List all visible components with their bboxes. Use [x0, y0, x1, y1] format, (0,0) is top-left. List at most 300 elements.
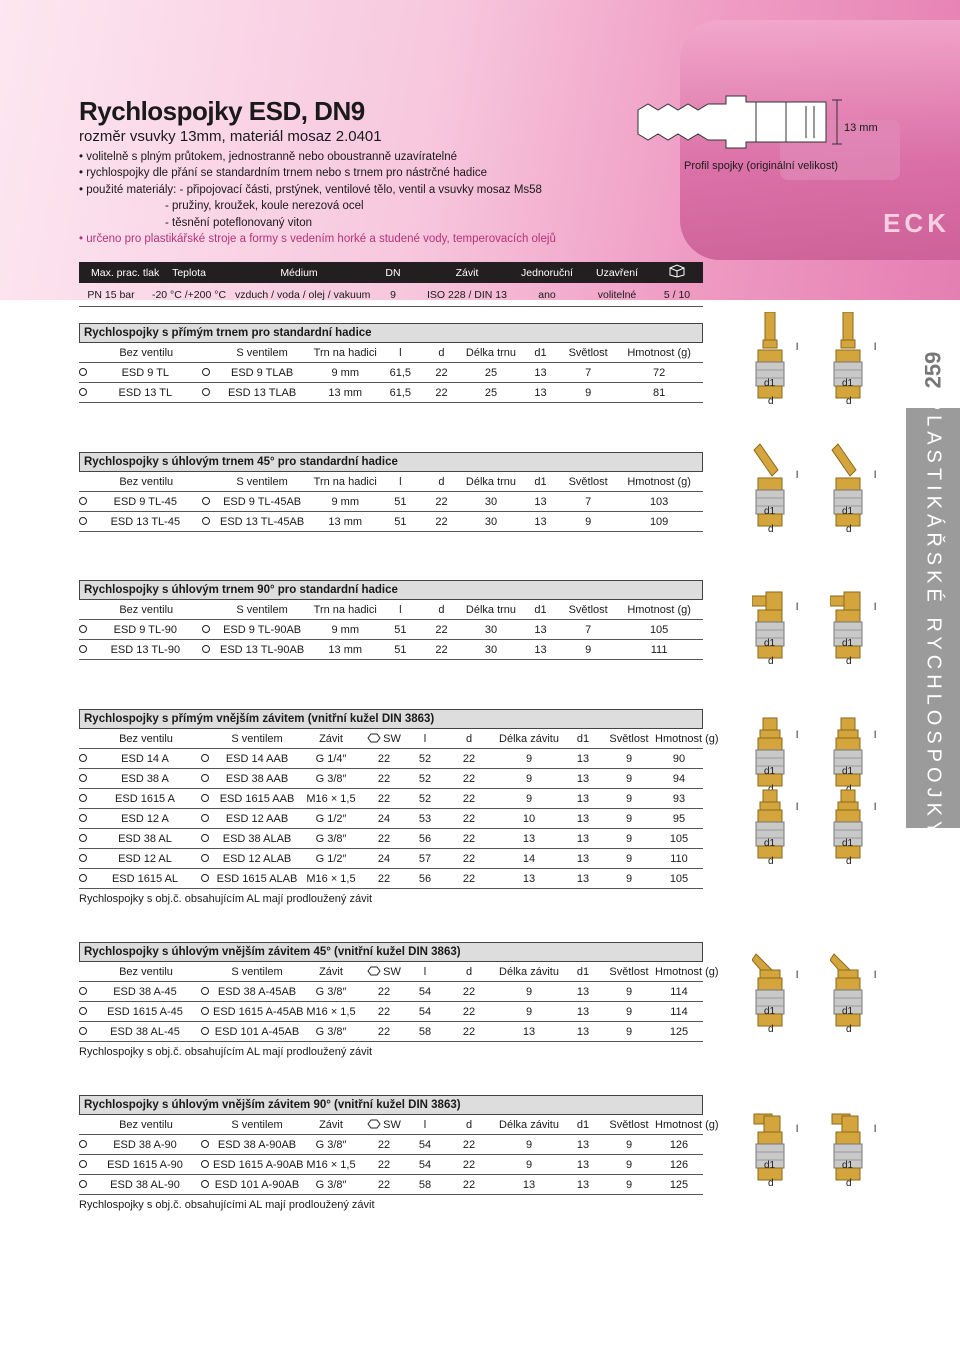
option-cell [79, 1139, 93, 1151]
page-subtitle: rozměr vsuvky 13mm, materiál mosaz 2.0401 [79, 128, 382, 145]
column-header: Závit [319, 1118, 343, 1131]
column-header: Hmotnost (g) [627, 346, 691, 359]
table-cell: 105 [669, 872, 689, 885]
spec-dn: 9 [390, 288, 396, 301]
table-cell: M16 × 1,5 [306, 872, 356, 885]
option-circle-icon [79, 794, 87, 802]
column-header: Trn na hadici [313, 475, 377, 488]
option-cell [79, 624, 92, 636]
table-cell: 52 [418, 772, 432, 785]
column-header: Délka trnu [465, 603, 517, 616]
table-cell: 30 [484, 643, 498, 656]
option-circle-icon [202, 625, 210, 633]
column-header: Délka trnu [465, 346, 517, 359]
table-cell: 9 mm [331, 366, 359, 379]
table-cell: 9 [625, 1005, 633, 1018]
spec-header-closure: Uzavření [595, 266, 638, 279]
option-circle-icon [201, 1140, 209, 1148]
column-header: d [465, 732, 473, 745]
column-header: d1 [534, 346, 547, 359]
product-table [79, 323, 703, 403]
column-header: Hmotnost (g) [655, 732, 719, 745]
table-cell: 25 [484, 386, 498, 399]
dimension-label-l: l [874, 602, 877, 613]
option-circle-icon [79, 754, 87, 762]
dimension-label-l: l [796, 602, 799, 613]
table-cell: 126 [669, 1158, 689, 1171]
product-table-title: Rychlospojky s úhlovým trnem 90° pro standardní hadice [79, 580, 703, 600]
dimension-label-d: d [768, 856, 774, 867]
option-cell [79, 1006, 93, 1018]
dimension-label-l: l [796, 470, 799, 481]
spec-table [79, 262, 703, 307]
option-circle-icon [79, 645, 87, 653]
option-cell [79, 753, 93, 765]
table-row [79, 620, 703, 640]
dimension-label-d1: d1 [764, 506, 776, 517]
table-row [79, 869, 703, 889]
table-cell: 30 [484, 623, 498, 636]
product-table-header [79, 962, 719, 982]
dimension-label-d: d [846, 856, 852, 867]
table-cell: 9 [525, 1158, 533, 1171]
part-number-with-valve: ESD 38 A-90AB [217, 1138, 297, 1151]
dimension-label-l: l [874, 342, 877, 353]
option-circle-icon [79, 774, 87, 782]
part-number-without-valve: ESD 12 AL [118, 852, 172, 865]
table-row [79, 512, 703, 532]
column-header: Délka závitu [499, 1118, 559, 1131]
table-cell: 24 [377, 852, 391, 865]
dimension-label-d1: d1 [764, 838, 776, 849]
option-cell [197, 1159, 213, 1171]
column-header: Trn na hadici [313, 346, 377, 359]
table-cell: 22 [462, 792, 476, 805]
table-cell: 13 [534, 495, 547, 508]
coupling-product-image [830, 772, 866, 869]
part-number-with-valve: ESD 14 AAB [225, 752, 289, 765]
table-cell: 13 mm [328, 386, 363, 399]
coupling-product-image [830, 940, 866, 1037]
part-number-without-valve: ESD 1615 A [115, 792, 175, 805]
table-cell: 22 [462, 752, 476, 765]
table-cell: 22 [377, 1158, 391, 1171]
option-cell [79, 1179, 93, 1191]
option-cell [197, 1139, 213, 1151]
option-circle-icon [201, 854, 209, 862]
option-circle-icon [79, 1027, 87, 1035]
spec-header-thread: Závit [455, 266, 479, 279]
column-header: Bez ventilu [119, 732, 173, 745]
table-cell: 30 [484, 515, 498, 528]
column-header: d [438, 346, 445, 359]
column-header: d1 [534, 603, 547, 616]
table-row [79, 1002, 703, 1022]
coupling-product-image [830, 572, 866, 669]
table-cell: 22 [377, 1025, 391, 1038]
option-cell [199, 624, 214, 636]
table-row [79, 363, 703, 383]
table-cell: 22 [377, 772, 391, 785]
page-number-text: 259 [920, 351, 945, 389]
option-cell [197, 873, 213, 885]
table-cell: 93 [672, 792, 686, 805]
table-cell: 13 [576, 832, 590, 845]
table-cell: 13 [576, 1178, 590, 1191]
feature-list [79, 149, 599, 247]
table-cell: 51 [394, 643, 407, 656]
table-cell: 22 [435, 386, 448, 399]
table-cell: G 1/4″ [315, 752, 347, 765]
table-cell: G 1/2″ [315, 852, 347, 865]
table-cell: 56 [418, 832, 432, 845]
option-circle-icon [79, 1140, 87, 1148]
table-cell: 13 [534, 643, 547, 656]
table-cell: 54 [418, 1158, 432, 1171]
table-cell: G 3/8″ [315, 832, 347, 845]
table-cell: 9 [625, 1025, 633, 1038]
option-circle-icon [201, 987, 209, 995]
table-cell: 22 [377, 872, 391, 885]
part-number-without-valve: ESD 38 A [121, 772, 169, 785]
table-cell: 51 [394, 495, 407, 508]
column-header: d [465, 1118, 473, 1131]
option-cell [199, 644, 214, 656]
column-header: d [438, 475, 445, 488]
column-header: d1 [576, 732, 590, 745]
hex-nut-icon [367, 1119, 381, 1129]
table-cell: 22 [462, 985, 476, 998]
spec-package: 5 / 10 [663, 288, 691, 301]
dimension-label-l: l [796, 802, 799, 813]
column-header [361, 966, 407, 978]
dimension-label-l: l [874, 730, 877, 741]
product-table [79, 580, 703, 660]
table-cell: 54 [418, 1005, 432, 1018]
part-number-with-valve: ESD 101 A-45AB [214, 1025, 300, 1038]
column-header: l [399, 603, 402, 616]
table-cell: 105 [669, 832, 689, 845]
spec-header-row [79, 262, 703, 283]
column-header: l [399, 475, 402, 488]
table-cell: 109 [649, 515, 669, 528]
option-circle-icon [79, 1007, 87, 1015]
product-table [79, 942, 719, 1058]
option-cell [197, 1026, 213, 1038]
table-cell: 9 mm [331, 623, 359, 636]
column-header: d [465, 965, 473, 978]
table-cell: 61,5 [389, 386, 412, 399]
table-cell: 22 [377, 985, 391, 998]
option-circle-icon [201, 1027, 209, 1035]
option-cell [79, 1026, 93, 1038]
dimension-line [832, 94, 842, 150]
part-number-with-valve: ESD 38 A-45AB [217, 985, 297, 998]
part-number-without-valve: ESD 13 TL-90 [110, 643, 181, 656]
table-cell: G 3/8″ [315, 1025, 347, 1038]
part-number-with-valve: ESD 1615 A-45AB [213, 1005, 304, 1018]
table-cell: 9 [525, 985, 533, 998]
part-number-without-valve: ESD 38 AL-45 [110, 1025, 180, 1038]
option-cell [197, 773, 213, 785]
table-cell: 9 [625, 852, 633, 865]
option-cell [197, 986, 213, 998]
option-circle-icon [79, 388, 87, 396]
column-header: Světlost [609, 732, 649, 745]
page-title: Rychlospojky ESD, DN9 [79, 96, 365, 126]
table-cell: 22 [377, 832, 391, 845]
dimension-label-d1: d1 [764, 638, 776, 649]
table-cell: 13 [576, 1138, 590, 1151]
table-cell: 22 [462, 1138, 476, 1151]
page-number [906, 334, 960, 406]
coupling-profile-drawing [636, 92, 841, 152]
option-circle-icon [202, 645, 210, 653]
table-cell: 13 [576, 1025, 590, 1038]
coupling-product-image [752, 772, 788, 869]
table-row [79, 789, 703, 809]
option-cell [197, 793, 213, 805]
table-cell: 52 [418, 792, 432, 805]
table-cell: 22 [462, 772, 476, 785]
column-header: Světlost [609, 1118, 649, 1131]
column-header: Bez ventilu [119, 346, 174, 359]
table-cell: 125 [669, 1025, 689, 1038]
part-number-with-valve: ESD 12 ALAB [222, 852, 292, 865]
option-circle-icon [201, 814, 209, 822]
table-cell: 22 [462, 1178, 476, 1191]
column-header: l [423, 965, 427, 978]
table-row [79, 1155, 703, 1175]
part-number-without-valve: ESD 9 TL [121, 366, 170, 379]
column-header: Hmotnost (g) [655, 965, 719, 978]
product-table-title: Rychlospojky s úhlovým trnem 45° pro standardní hadice [79, 452, 703, 472]
table-cell: M16 × 1,5 [306, 1158, 356, 1171]
table-row [79, 1022, 703, 1042]
table-cell: 9 [525, 772, 533, 785]
coupling-product-image [830, 440, 866, 537]
part-number-with-valve: ESD 13 TLAB [227, 386, 297, 399]
table-cell: 22 [377, 1138, 391, 1151]
product-table-header [79, 472, 703, 492]
table-cell: G 3/8″ [315, 985, 347, 998]
table-cell: 9 [625, 1178, 633, 1191]
feature-item: • rychlospojky dle přání se standardním trnem nebo s trnem pro nástrčné hadice [79, 165, 599, 181]
part-number-with-valve: ESD 38 ALAB [222, 832, 292, 845]
dimension-label-d1: d1 [842, 506, 854, 517]
product-table-header [79, 729, 719, 749]
column-header: d [438, 603, 445, 616]
spec-value-row [79, 283, 703, 307]
table-row [79, 769, 703, 789]
table-cell: 22 [462, 1158, 476, 1171]
table-cell: 81 [653, 386, 666, 399]
option-cell [79, 833, 93, 845]
column-header: l [399, 346, 402, 359]
option-cell [197, 853, 213, 865]
coupling-product-image [752, 940, 788, 1037]
column-header: Délka závitu [499, 965, 559, 978]
table-cell: 114 [670, 1005, 688, 1018]
category-sidebar [906, 396, 960, 840]
coupling-product-image [752, 572, 788, 669]
table-cell: 30 [484, 495, 498, 508]
part-number-without-valve: ESD 38 A-45 [113, 985, 177, 998]
part-number-without-valve: ESD 38 AL-90 [110, 1178, 180, 1191]
package-icon [651, 264, 703, 281]
option-circle-icon [79, 987, 87, 995]
option-circle-icon [202, 497, 210, 505]
table-cell: 7 [585, 495, 592, 508]
option-cell [197, 1006, 213, 1018]
coupling-product-image [752, 1094, 788, 1191]
part-number-with-valve: ESD 9 TL-90AB [223, 623, 302, 636]
option-circle-icon [201, 834, 209, 842]
column-header: S ventilem [236, 346, 288, 359]
table-cell: 9 [585, 643, 592, 656]
spec-header-medium: Médium [280, 266, 318, 279]
part-number-with-valve: ESD 13 TL-45AB [220, 515, 305, 528]
column-header: Bez ventilu [119, 965, 173, 978]
table-cell: 94 [672, 772, 686, 785]
table-cell: 22 [435, 623, 448, 636]
option-cell [197, 833, 213, 845]
table-cell: 103 [649, 495, 669, 508]
part-number-without-valve: ESD 38 A-90 [113, 1138, 177, 1151]
dimension-label-l: l [874, 970, 877, 981]
product-table-title: Rychlospojky s úhlovým vnějším závitem 45° (vnitřní kužel DIN 3863) [79, 942, 703, 962]
table-cell: 22 [377, 1005, 391, 1018]
option-circle-icon [79, 497, 87, 505]
table-cell: 7 [585, 623, 592, 636]
option-cell [79, 387, 92, 399]
dimension-label-d: d [768, 656, 774, 667]
table-cell: 14 [522, 852, 536, 865]
product-table-title: Rychlospojky s přímým vnějším závitem (vnitřní kužel DIN 3863) [79, 709, 703, 729]
table-cell: 9 [625, 752, 633, 765]
dimension-label-l: l [874, 470, 877, 481]
part-number-without-valve: ESD 1615 A-45 [107, 1005, 183, 1018]
table-cell: 13 [576, 752, 590, 765]
column-header: S ventilem [231, 1118, 283, 1131]
dimension-label-d1: d1 [842, 378, 854, 389]
table-cell: 51 [394, 623, 407, 636]
table-cell: 13 mm [328, 643, 363, 656]
product-table [79, 709, 719, 905]
table-cell: 90 [672, 752, 686, 765]
dimension-label-d: d [768, 396, 774, 407]
column-header: Délka závitu [499, 732, 559, 745]
dimension-label-l: l [796, 970, 799, 981]
page-header [79, 96, 599, 247]
table-cell: 111 [650, 643, 668, 656]
column-header: d1 [576, 1118, 590, 1131]
option-cell [79, 986, 93, 998]
column-header: Hmotnost (g) [627, 475, 691, 488]
part-number-without-valve: ESD 38 AL [118, 832, 172, 845]
part-number-without-valve: ESD 13 TL-45 [110, 515, 181, 528]
table-cell: G 3/8″ [315, 1138, 347, 1151]
table-cell: 13 [576, 985, 590, 998]
option-cell [197, 753, 213, 765]
option-circle-icon [79, 517, 87, 525]
table-cell: 13 [576, 792, 590, 805]
table-cell: 9 mm [331, 495, 359, 508]
table-cell: G 3/8″ [315, 1178, 347, 1191]
table-cell: 56 [418, 872, 432, 885]
product-table [79, 1095, 719, 1211]
table-cell: 58 [418, 1178, 432, 1191]
option-circle-icon [202, 388, 210, 396]
option-cell [199, 496, 214, 508]
option-cell [79, 853, 93, 865]
banner-logo-text: ECK [883, 208, 950, 238]
table-cell: 22 [377, 1178, 391, 1191]
table-row [79, 749, 703, 769]
option-circle-icon [79, 625, 87, 633]
table-cell: 13 [522, 832, 536, 845]
dimension-label-d: d [768, 524, 774, 535]
column-header: Hmotnost (g) [655, 1118, 719, 1131]
table-cell: 126 [669, 1138, 689, 1151]
table-cell: G 1/2″ [315, 812, 347, 825]
column-header: d1 [576, 965, 590, 978]
table-cell: 13 [522, 1178, 536, 1191]
category-label: PLASTIKÁŘSKÉ RYCHLOSPOJKY [922, 396, 945, 840]
part-number-with-valve: ESD 1615 A-90AB [213, 1158, 304, 1171]
column-header: Bez ventilu [119, 475, 174, 488]
table-cell: 22 [462, 1025, 476, 1038]
option-cell [79, 873, 93, 885]
dimension-label-d: d [768, 1024, 774, 1035]
product-table-title: Rychlospojky s přímým trnem pro standardní hadice [79, 323, 703, 343]
part-number-without-valve: ESD 14 A [121, 752, 169, 765]
table-cell: 22 [462, 832, 476, 845]
hex-nut-icon [367, 966, 381, 976]
column-header-label: SW [383, 732, 401, 745]
option-cell [79, 516, 92, 528]
table-row [79, 829, 703, 849]
part-number-without-valve: ESD 1615 AL [111, 872, 179, 885]
table-cell: 13 [576, 1158, 590, 1171]
table-cell: 114 [670, 985, 688, 998]
feature-item: • volitelně s plným průtokem, jednostranně nebo oboustranně uzavíratelné [79, 149, 599, 165]
table-cell: 22 [377, 752, 391, 765]
option-circle-icon [79, 854, 87, 862]
table-row [79, 1175, 703, 1195]
dimension-label-l: l [796, 1124, 799, 1135]
table-cell: 58 [418, 1025, 432, 1038]
table-row [79, 492, 703, 512]
table-cell: 9 [625, 1158, 633, 1171]
table-cell: 9 [585, 515, 592, 528]
column-header [361, 733, 407, 745]
column-header: S ventilem [231, 965, 283, 978]
column-header: Bez ventilu [119, 603, 174, 616]
column-header: Hmotnost (g) [627, 603, 691, 616]
dimension-label-d: d [846, 1178, 852, 1189]
option-cell [197, 813, 213, 825]
table-cell: 13 [534, 515, 547, 528]
table-row [79, 383, 703, 403]
part-number-with-valve: ESD 12 AAB [225, 812, 289, 825]
feature-sub-item: - těsnění poteflonovaný viton [79, 215, 599, 231]
option-cell [79, 813, 93, 825]
dimension-label-d: d [846, 1024, 852, 1035]
product-table [79, 452, 703, 532]
option-circle-icon [202, 517, 210, 525]
table-cell: 22 [462, 812, 476, 825]
